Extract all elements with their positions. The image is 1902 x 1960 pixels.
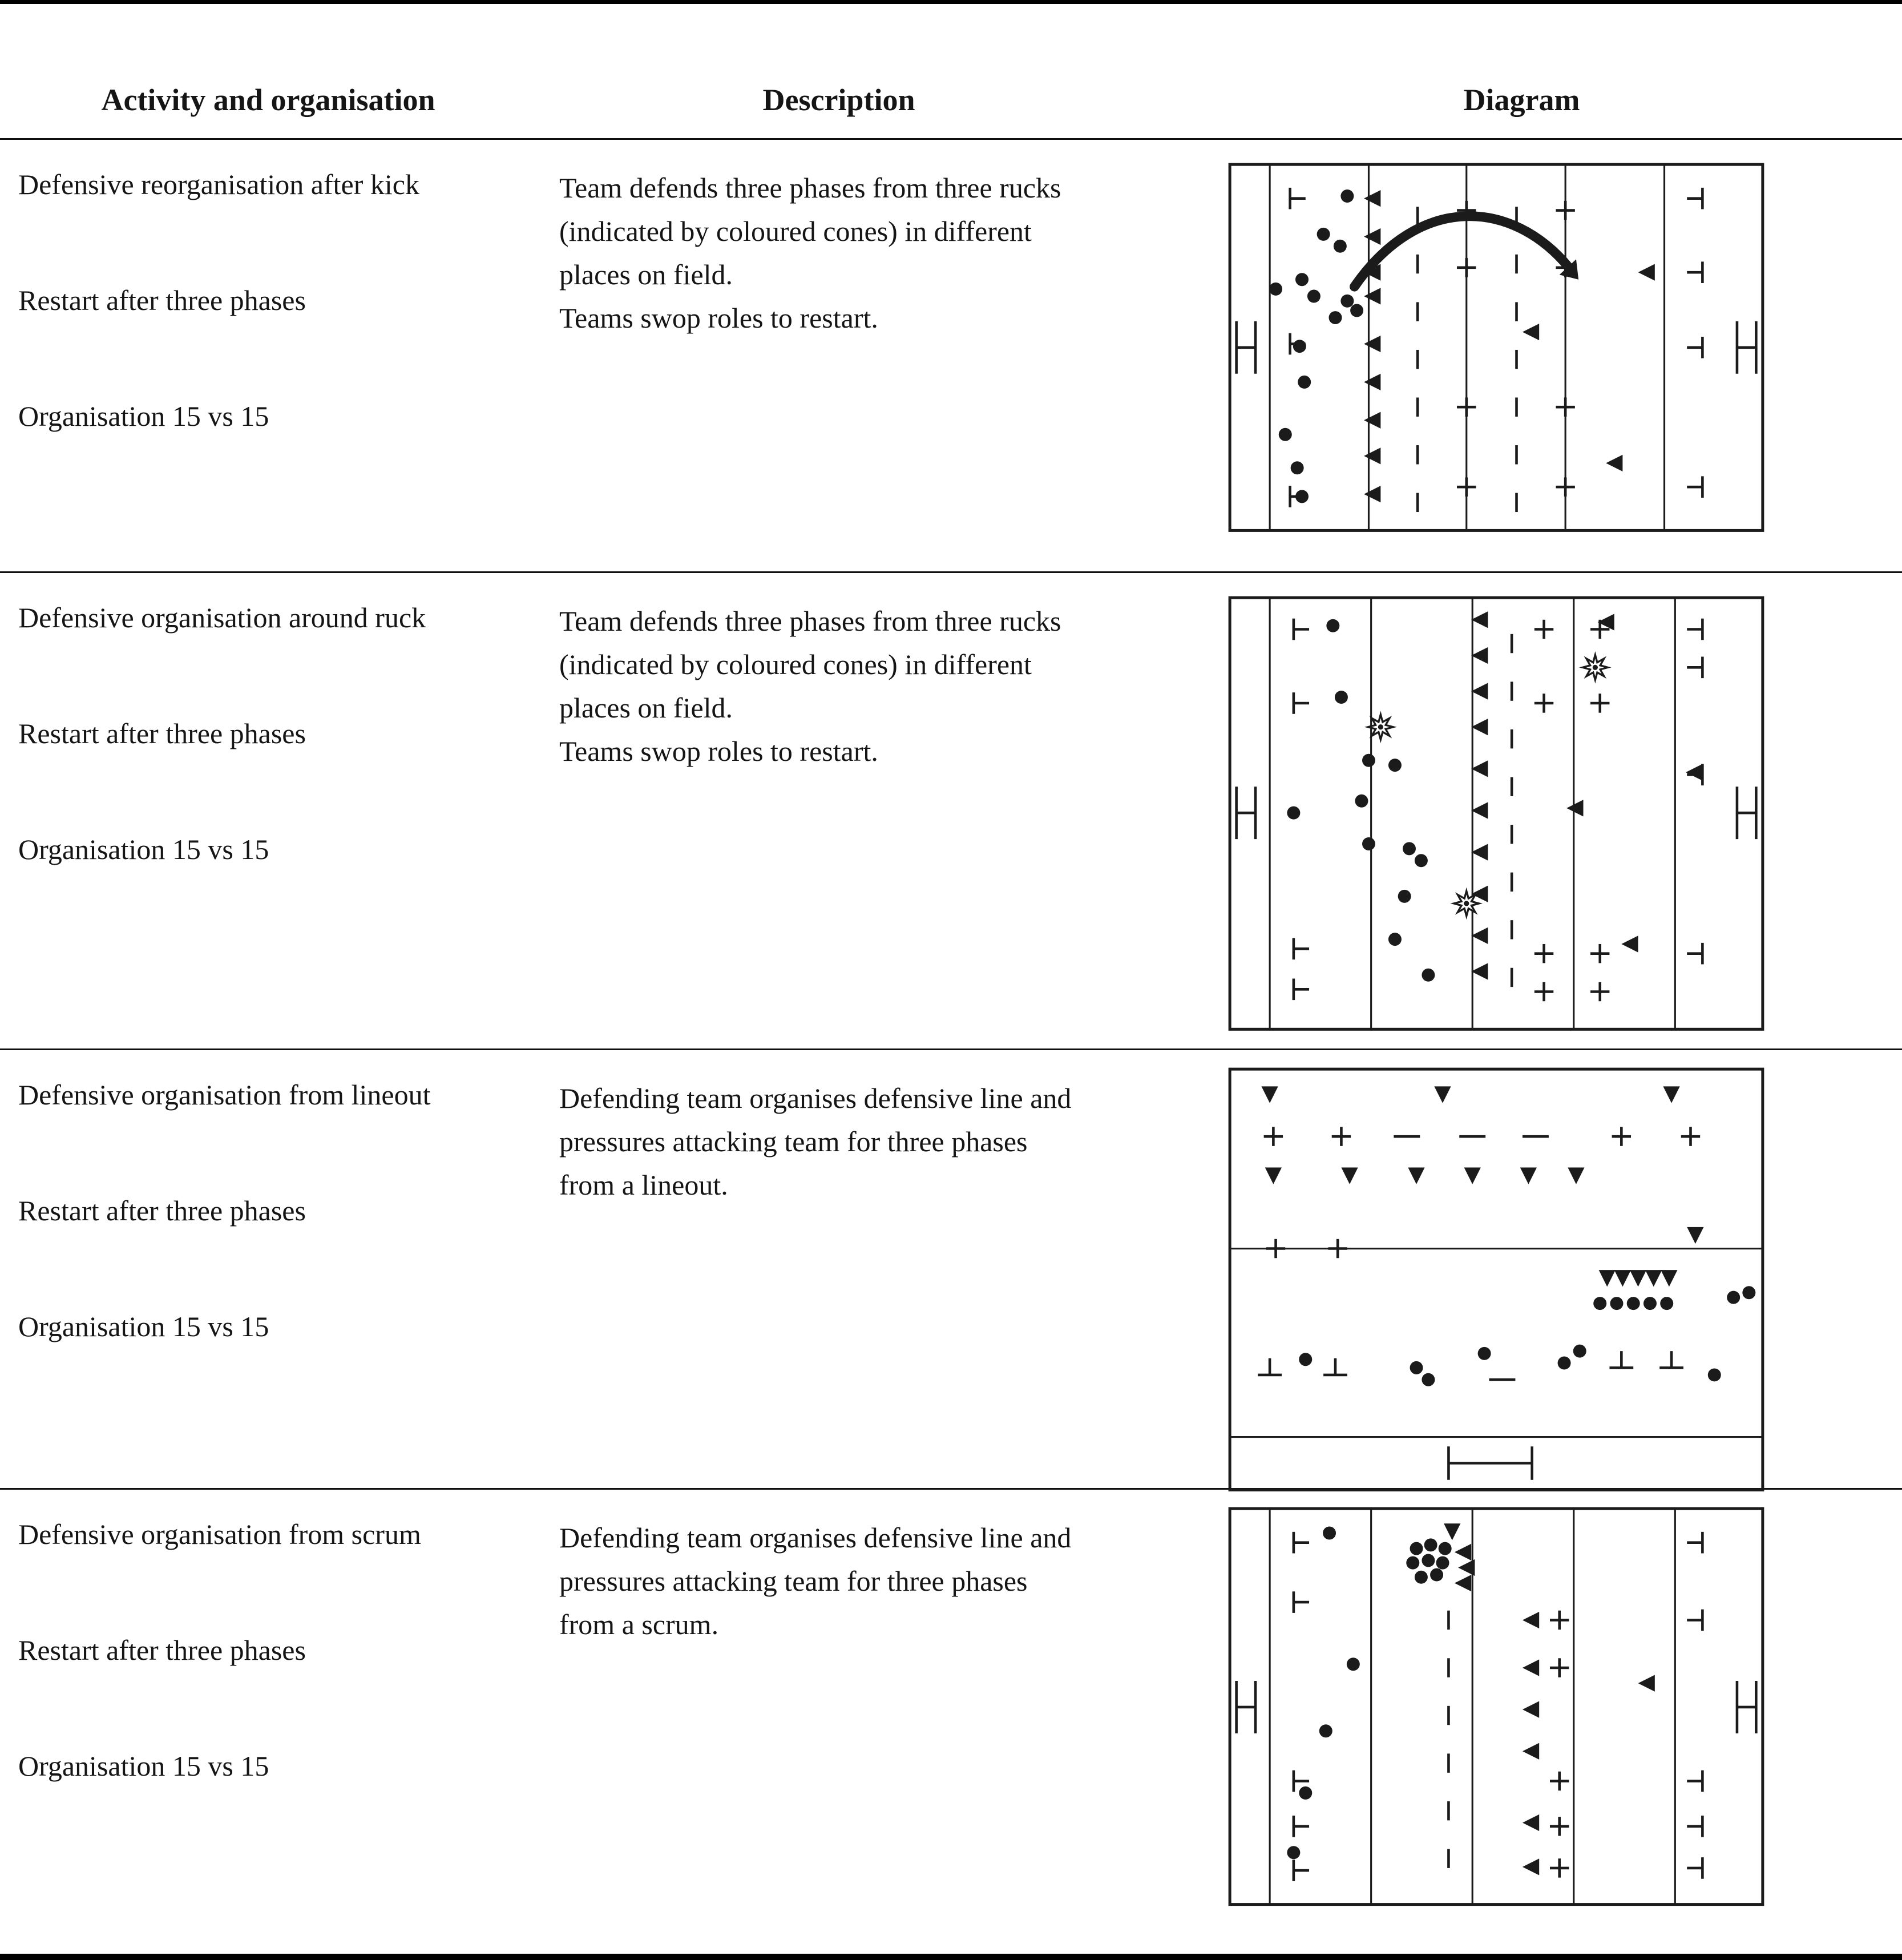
description-text: Team defends three phases from three rucks (indicated by coloured cones) in different places on field.	[559, 605, 1061, 724]
description-text: Defending team organises defensive line and pressures attacking team for three phases from a lineout.	[559, 1082, 1072, 1201]
activity-organisation: Organisation 15 vs 15	[18, 1310, 269, 1342]
table-row-scrum-organisation	[0, 1490, 1902, 1954]
activity-cell	[0, 1490, 536, 1954]
rugby-field-diagram-ruck	[1228, 596, 1764, 1031]
diagram-cell	[1141, 1050, 1902, 1492]
rugby-field-diagram-scrum	[1228, 1507, 1764, 1906]
diagram-cell	[1141, 140, 1902, 571]
description-cell	[536, 140, 1141, 571]
description-text: Team defends three phases from three rucks (indicated by coloured cones) in different places on field.	[559, 172, 1061, 291]
activity-restart: Restart after three phases	[18, 717, 306, 749]
activity-organisation: Organisation 15 vs 15	[18, 833, 269, 865]
rugby-field-diagram-kick	[1228, 163, 1764, 533]
rugby-field-diagram-lineout	[1228, 1067, 1764, 1492]
activity-restart: Restart after three phases	[18, 1195, 306, 1227]
col-header-diagram: Diagram	[1463, 83, 1580, 117]
activity-title: Defensive reorganisation after kick	[18, 168, 419, 200]
table-header-row	[0, 4, 1902, 140]
description-cell	[536, 573, 1141, 1048]
activity-restart: Restart after three phases	[18, 1634, 306, 1666]
col-header-description: Description	[762, 83, 915, 117]
activity-cell	[0, 140, 536, 571]
activity-restart: Restart after three phases	[18, 284, 306, 316]
diagram-cell	[1141, 573, 1902, 1048]
activity-cell	[0, 573, 536, 1048]
table-row-ruck-organisation	[0, 573, 1902, 1050]
activity-cell	[0, 1050, 536, 1492]
activity-organisation: Organisation 15 vs 15	[18, 1750, 269, 1782]
activity-title: Defensive organisation from scrum	[18, 1518, 421, 1550]
description-text: Teams swop roles to restart.	[559, 735, 878, 767]
diagram-cell	[1141, 1490, 1902, 1954]
description-cell	[536, 1050, 1141, 1492]
activity-organisation: Organisation 15 vs 15	[18, 400, 269, 432]
activity-title: Defensive organisation from lineout	[18, 1079, 431, 1111]
description-text: Teams swop roles to restart.	[559, 302, 878, 334]
activity-title: Defensive organisation around ruck	[18, 602, 426, 634]
description-cell	[536, 1490, 1141, 1954]
col-header-activity: Activity and organisation	[101, 83, 435, 117]
table-row-lineout-organisation	[0, 1050, 1902, 1490]
table-row-kick-reorganisation	[0, 140, 1902, 573]
description-text: Defending team organises defensive line and pressures attacking team for three phases from a scrum.	[559, 1522, 1072, 1640]
